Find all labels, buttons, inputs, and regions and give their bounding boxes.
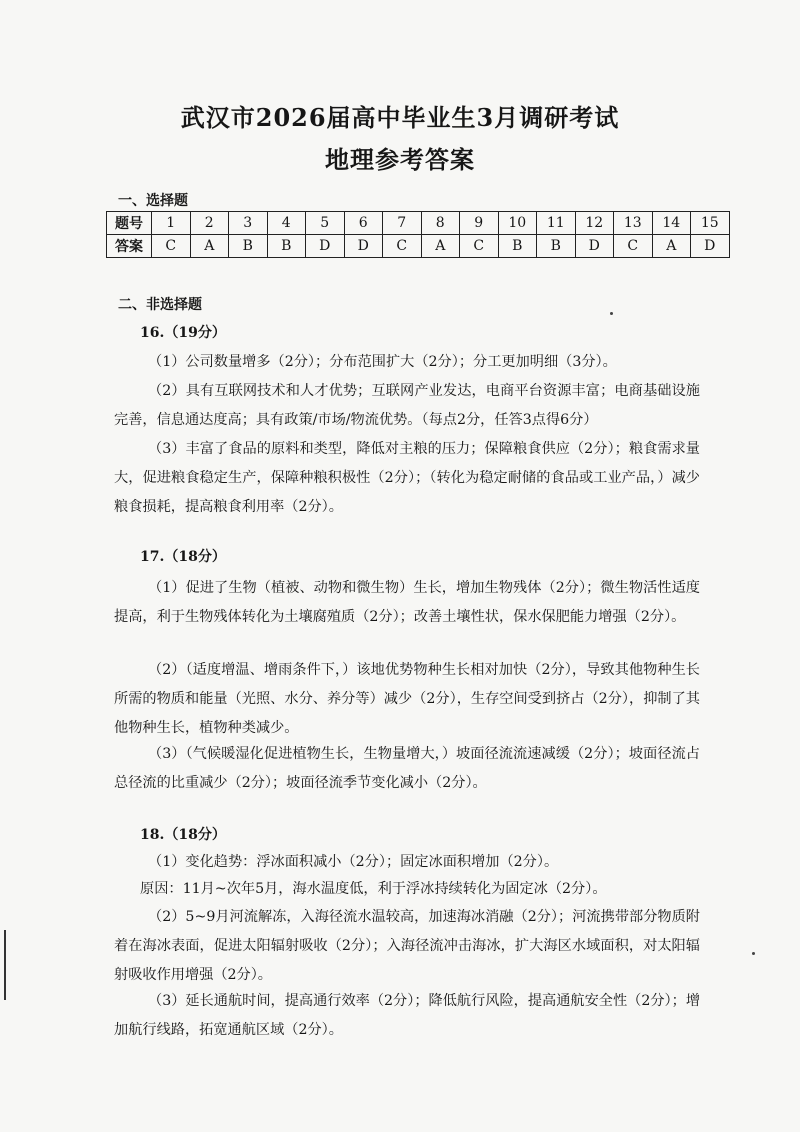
question-18-part-1-reason: 原因：11月~次年5月，海水温度低，利于浮冰持续转化为固定冰（2分）。	[140, 881, 607, 897]
question-number: 1	[152, 212, 191, 235]
question-18-part-2: （2）5~9月河流解冻，入海径流水温较高，加速海冰消融（2分）；河流携带部分物质附着在海冰表面，促进太阳辐射吸收（2分）；入海径流冲击海冰，扩大海区水域面积，对太阳辐射吸收作用增强（2分）。	[114, 909, 700, 983]
question-16-part-3: （3）丰富了食品的原料和类型，降低对主粮的压力；保障粮食供应（2分）；粮食需求量大，促进粮食稳定生产，保障种粮积极性（2分）；（转化为稳定耐储的食品或工业产品，）减少粮食损耗，提高粮食利用率（2分）。	[114, 441, 700, 515]
answer-cell: C	[383, 235, 422, 258]
answer-cell: B	[537, 235, 576, 258]
answer-cell: D	[306, 235, 345, 258]
answer-cell: D	[575, 235, 614, 258]
question-number: 6	[344, 212, 383, 235]
question-number: 8	[421, 212, 460, 235]
question-18-part-1: （1）变化趋势：浮冰面积减小（2分）；固定冰面积增加（2分）。	[148, 854, 559, 870]
question-17-part-2: （2）（适度增温、增雨条件下，）该地优势物种生长相对加快（2分），导致其他物种生长所需的物质和能量（光照、水分、养分等）减少（2分），生存空间受到挤占（2分），抑制了其他物种生长，植物种类减少。	[114, 662, 700, 736]
question-number: 12	[575, 212, 614, 235]
answer-table	[106, 211, 730, 258]
answer-cell: B	[229, 235, 268, 258]
answer-cell: B	[498, 235, 537, 258]
answer-cell: C	[460, 235, 499, 258]
question-17-part-1: （1）促进了生物（植被、动物和微生物）生长，增加生物残体（2分）；微生物活性适度提高，利于生物残体转化为土壤腐殖质（2分）；改善土壤性状，保水保肥能力增强（2分）。	[114, 580, 700, 625]
row-label-answer: 答案	[107, 235, 152, 258]
answer-cell: C	[614, 235, 653, 258]
question-number: 3	[229, 212, 268, 235]
answer-cell: A	[190, 235, 229, 258]
question-16-heading: 16.（19分）	[140, 325, 226, 341]
question-number: 2	[190, 212, 229, 235]
row-label-question: 题号	[107, 212, 152, 235]
question-number: 10	[498, 212, 537, 235]
answer-cell: A	[652, 235, 691, 258]
answer-cell: D	[344, 235, 383, 258]
page-subtitle: 地理参考答案	[325, 145, 475, 174]
question-number: 15	[691, 212, 730, 235]
question-18-heading: 18.（18分）	[140, 827, 226, 843]
answer-row	[107, 235, 730, 258]
question-17-part-3: （3）（气候暖湿化促进植物生长，生物量增大，）坡面径流流速减缓（2分）；坡面径流占总径流的比重减少（2分）；坡面径流季节变化减小（2分）。	[114, 746, 700, 791]
answer-cell: A	[421, 235, 460, 258]
question-16-part-2: （2）具有互联网技术和人才优势；互联网产业发达，电商平台资源丰富；电商基础设施完善，信息通达度高；具有政策/市场/物流优势。（每点2分，任答3点得6分）	[114, 383, 700, 428]
question-number: 7	[383, 212, 422, 235]
question-16-part-1: （1）公司数量增多（2分）；分布范围扩大（2分）；分工更加明细（3分）。	[148, 354, 617, 370]
question-17-heading: 17.（18分）	[140, 549, 226, 565]
question-number: 9	[460, 212, 499, 235]
question-number-row	[107, 212, 730, 235]
page-title: 武汉市2026届高中毕业生3月调研考试	[180, 103, 620, 132]
scan-edge-mark	[4, 930, 6, 1000]
scan-speck	[752, 952, 755, 955]
answer-cell: D	[691, 235, 730, 258]
question-18-part-3: （3）延长通航时间，提高通行效率（2分）；降低航行风险，提高通航安全性（2分）；增加航行线路，拓宽通航区域（2分）。	[114, 993, 701, 1038]
question-number: 14	[652, 212, 691, 235]
question-number: 4	[267, 212, 306, 235]
section-heading-non-choice: 二、非选择题	[118, 297, 202, 313]
question-number: 11	[537, 212, 576, 235]
answer-cell: B	[267, 235, 306, 258]
question-number: 5	[306, 212, 345, 235]
question-number: 13	[614, 212, 653, 235]
section-heading-choice: 一、选择题	[118, 193, 188, 209]
scan-speck	[610, 312, 613, 315]
answer-cell: C	[152, 235, 191, 258]
